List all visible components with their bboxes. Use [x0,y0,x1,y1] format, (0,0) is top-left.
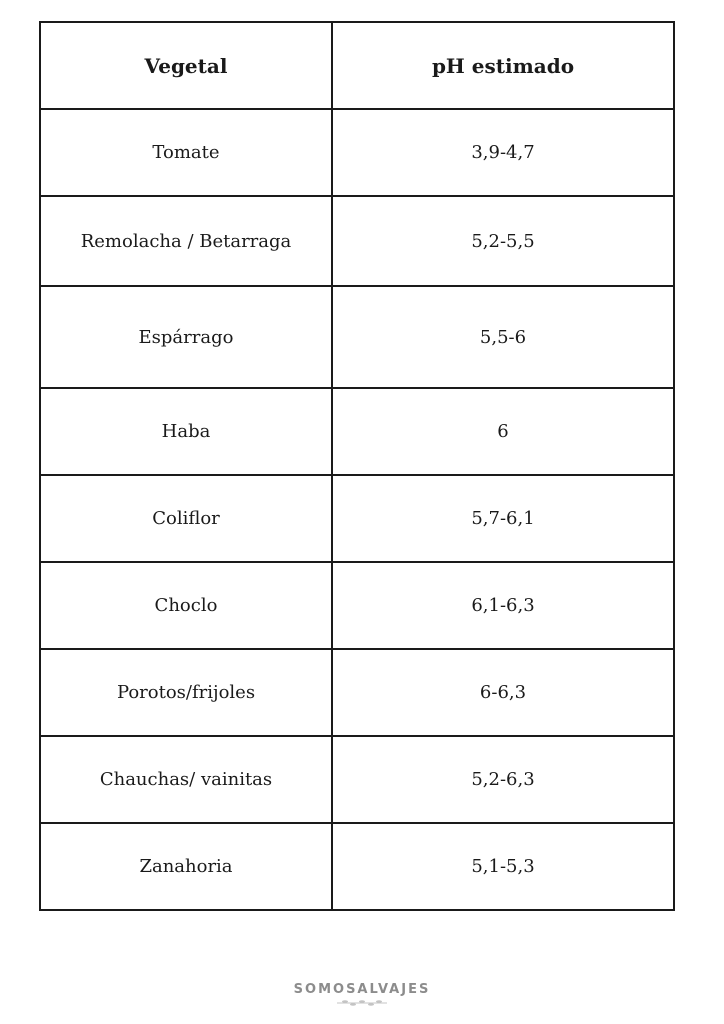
brand-name: SOMOSALVAJES [293,982,431,997]
vegetal-cell: Espárrago [40,286,332,388]
ph-cell: 5,2-6,3 [332,736,674,823]
table-row [40,649,674,736]
vegetal-cell: Remolacha / Betarraga [40,196,332,286]
ph-cell: 5,1-5,3 [332,823,674,910]
ph-table [39,21,675,911]
vegetal-cell: Coliflor [40,475,332,562]
vegetal-cell: Haba [40,388,332,475]
vegetal-cell: Porotos/frijoles [40,649,332,736]
header-vegetal: Vegetal [40,22,332,109]
footer-logo [0,982,724,1007]
ph-cell: 6-6,3 [332,649,674,736]
ph-cell: 3,9-4,7 [332,109,674,196]
leaf-branch-icon [335,999,389,1007]
ph-cell: 5,5-6 [332,286,674,388]
table-row [40,109,674,196]
table-row [40,562,674,649]
ph-cell: 6,1-6,3 [332,562,674,649]
table-row [40,475,674,562]
vegetal-cell: Choclo [40,562,332,649]
table-header-row [40,22,674,109]
table-row [40,736,674,823]
vegetal-cell: Zanahoria [40,823,332,910]
table-row [40,286,674,388]
table-row [40,196,674,286]
ph-cell: 5,2-5,5 [332,196,674,286]
vegetal-cell: Tomate [40,109,332,196]
ph-cell: 6 [332,388,674,475]
ph-cell: 5,7-6,1 [332,475,674,562]
ph-table-container [39,21,673,911]
vegetal-cell: Chauchas/ vainitas [40,736,332,823]
table-row [40,823,674,910]
table-row [40,388,674,475]
header-ph: pH estimado [332,22,674,109]
